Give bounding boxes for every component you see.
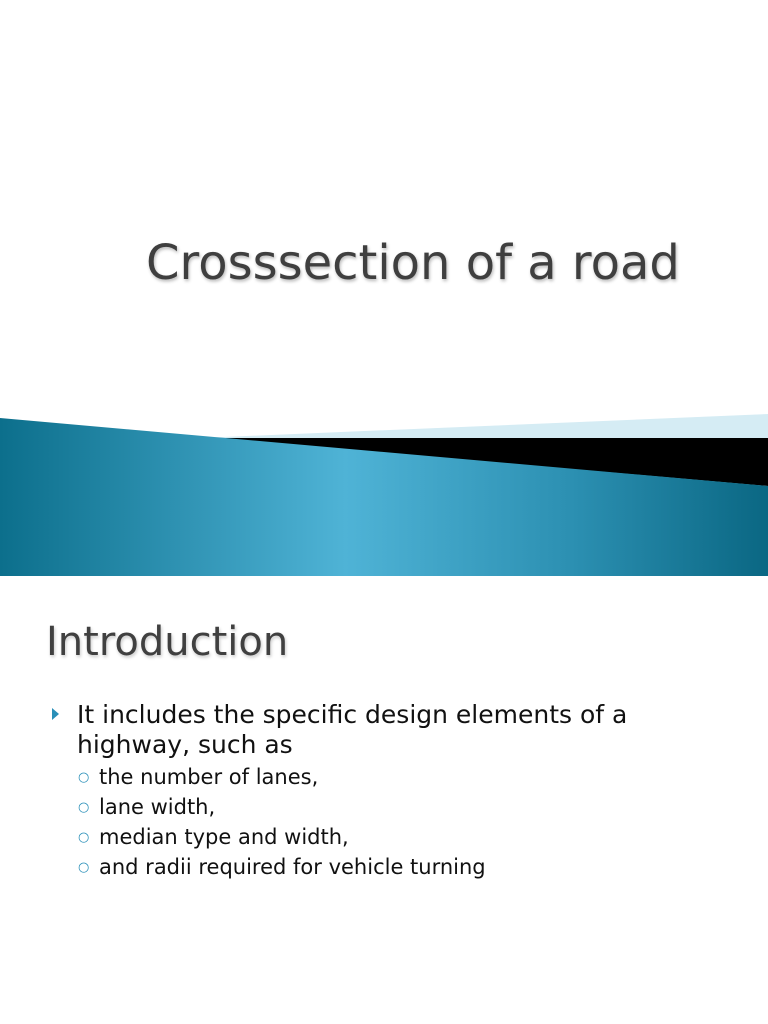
bullet-item: [52, 700, 742, 760]
sub-bullet-text: and radii required for vehicle turning: [99, 855, 486, 879]
sub-bullet-item: [52, 852, 742, 882]
circle-bullet-icon: ○: [78, 770, 90, 785]
sub-bullet-item: [52, 822, 742, 852]
slide-heading: Introduction: [46, 619, 289, 665]
bullet-text: It includes the specific design elements of a highway, such as: [77, 700, 628, 759]
circle-bullet-icon: ○: [78, 860, 90, 875]
triangle-bullet-icon: [52, 708, 59, 720]
sub-bullet-list: [52, 762, 742, 882]
bullet-list: [52, 700, 742, 882]
slide-title: Crosssection of a road: [146, 235, 680, 291]
sub-bullet-item: [52, 762, 742, 792]
band-pale-stripe: [200, 414, 768, 440]
sub-bullet-text: the number of lanes,: [99, 765, 319, 789]
content-slide: [0, 576, 768, 1024]
sub-bullet-text: median type and width,: [99, 825, 349, 849]
sub-bullet-text: lane width,: [99, 795, 216, 819]
circle-bullet-icon: ○: [78, 800, 90, 815]
sub-bullet-item: [52, 792, 742, 822]
decorative-band: [0, 400, 768, 576]
circle-bullet-icon: ○: [78, 830, 90, 845]
